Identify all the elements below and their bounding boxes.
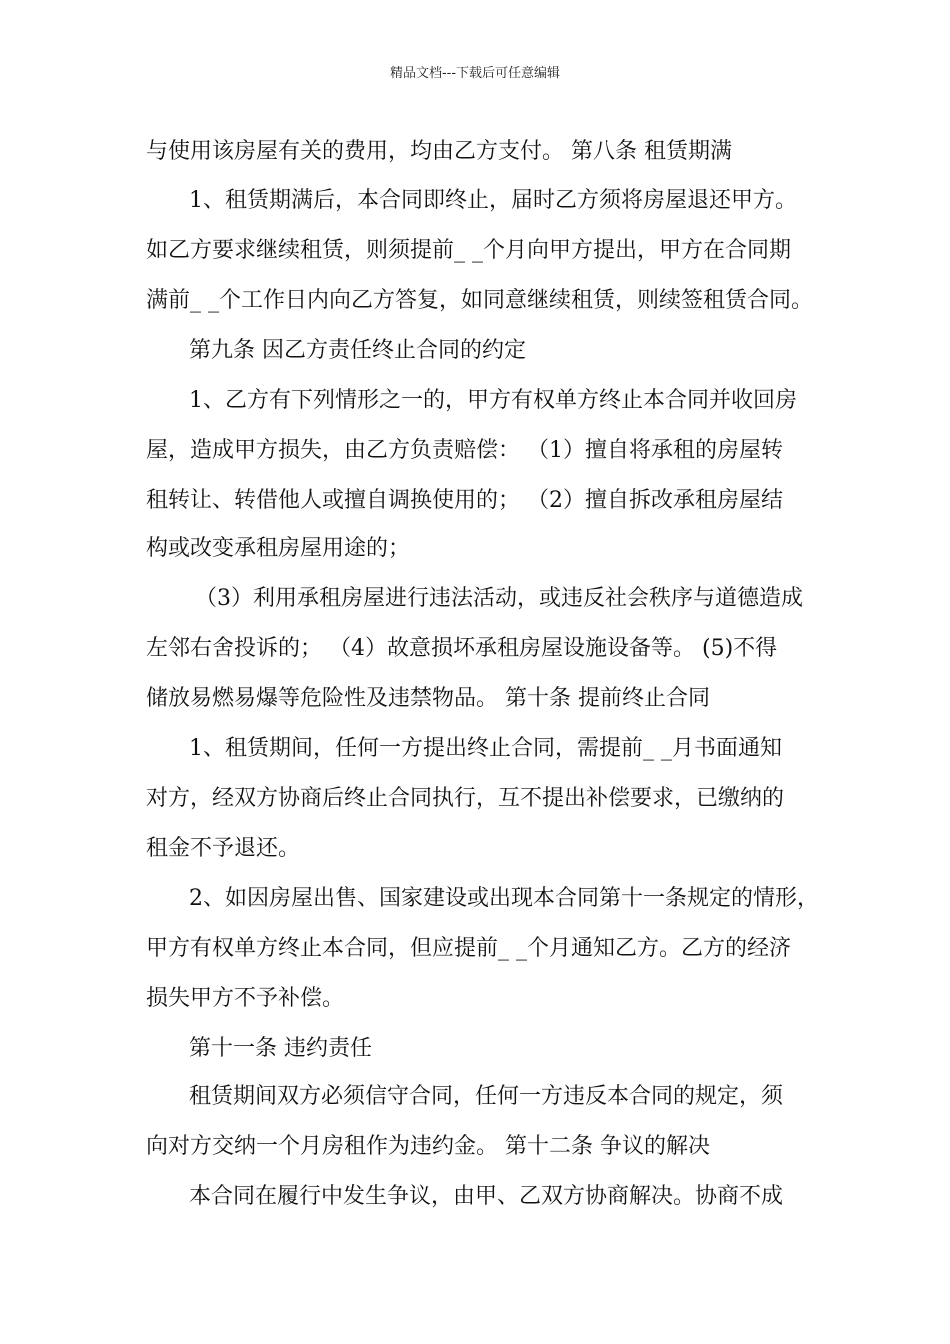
paragraph-line: 满前_ _个工作日内向乙方答复，如同意继续租赁，则续签租赁合同。	[146, 288, 813, 313]
paragraph-line: 2、如因房屋出售、国家建设或出现本合同第十一条规定的情形，	[189, 886, 819, 911]
paragraph-line: 1、乙方有下列情形之一的，甲方有权单方终止本合同并收回房	[189, 388, 797, 413]
page-header: 精品文档---下载后可任意编辑	[389, 66, 561, 81]
paragraph-line: 构或改变承租房屋用途的；	[146, 536, 411, 561]
paragraph-line: 1、租赁期间，任何一方提出终止合同，需提前_ _月书面通知	[189, 736, 782, 761]
paragraph-line: 租金不予退还。	[146, 836, 301, 861]
paragraph-line: （3）利用承租房屋进行违法活动，或违反社会秩序与道德造成	[195, 586, 803, 611]
paragraph-line: 屋，造成甲方损失，由乙方负责赔偿： （1）擅自将承租的房屋转	[146, 438, 783, 463]
paragraph-line: 左邻右舍投诉的； （4）故意损坏承租房屋设施设备等。 (5)不得	[146, 636, 778, 661]
paragraph-line: 对方，经双方协商后终止合同执行，互不提出补偿要求，已缴纳的	[146, 786, 785, 811]
paragraph-line: 租转让、转借他人或擅自调换使用的； （2）擅自拆改承租房屋结	[146, 488, 783, 513]
paragraph-line: 损失甲方不予补偿。	[146, 986, 345, 1011]
paragraph-line: 向对方交纳一个月房租作为违约金。 第十二条 争议的解决	[146, 1134, 710, 1159]
paragraph-line: 如乙方要求继续租赁，则须提前_ _个月向甲方提出，甲方在合同期	[146, 238, 791, 263]
paragraph-line: 1、租赁期满后，本合同即终止，届时乙方须将房屋退还甲方。	[189, 188, 797, 213]
paragraph-line: 甲方有权单方终止本合同，但应提前_ _个月通知乙方。乙方的经济	[146, 936, 791, 961]
paragraph-line: 储放易燃易爆等危险性及违禁物品。 第十条 提前终止合同	[146, 686, 710, 711]
paragraph-line: 本合同在履行中发生争议，由甲、乙双方协商解决。协商不成	[189, 1184, 784, 1209]
paragraph-line: 与使用该房屋有关的费用，均由乙方支付。 第八条 租赁期满	[146, 139, 732, 164]
section-heading-9: 第九条 因乙方责任终止合同的约定	[189, 338, 526, 363]
paragraph-line: 租赁期间双方必须信守合同，任何一方违反本合同的规定，须	[189, 1084, 784, 1109]
section-heading-11: 第十一条 违约责任	[189, 1036, 372, 1061]
